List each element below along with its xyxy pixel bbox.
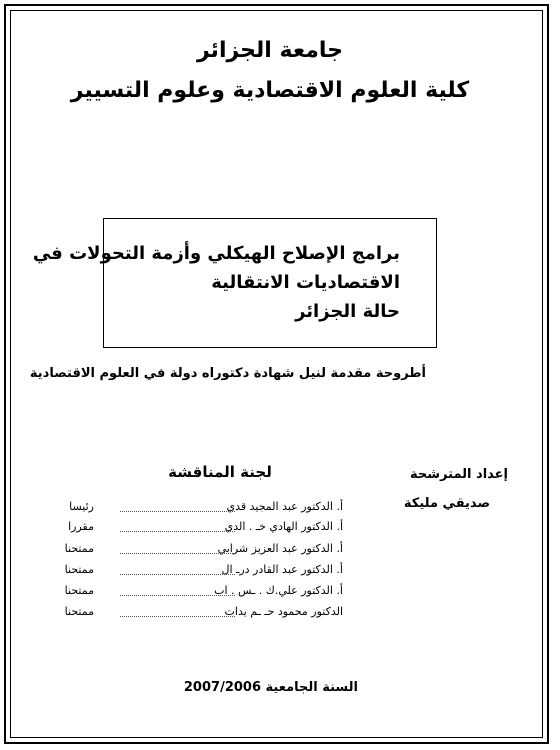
committee-member-name: أ. الدكتور علي.ك . ـس . اب — [214, 584, 343, 597]
thesis-title-line-2: الاقتصاديات الانتقالية — [211, 272, 400, 293]
faculty-name: كلية العلوم الاقتصادية وعلوم التسيير — [70, 78, 470, 103]
dotted-leader — [120, 531, 235, 532]
committee-member-name: أ. الدكتور عبد العزيز شرابي — [217, 542, 343, 555]
dotted-leader — [120, 574, 235, 575]
committee-member-role: ممتحنا — [64, 584, 94, 597]
thesis-note: أطروحة مقدمة لنيل شهادة دكتوراه دولة في العلوم الاقتصادية — [29, 366, 426, 381]
thesis-title-line-3: حالة الجزائر — [295, 301, 400, 322]
dotted-leader — [120, 616, 235, 617]
academic-year: السنة الجامعية 2007/2006 — [183, 680, 358, 695]
dotted-leader — [120, 595, 235, 596]
committee-member-role: ممتحنا — [64, 563, 94, 576]
committee-member-name: الدكتور محمود حـ ـم يدات — [224, 605, 343, 618]
committee-member-name: أ. الدكتور عبد القادر درـ ال — [221, 563, 343, 576]
committee-member-role: رئيسا — [69, 500, 94, 513]
dotted-leader — [120, 511, 235, 512]
thesis-title-box — [32, 218, 437, 348]
committee-member-name: أ. الدكتور عبد المجيد قدي — [226, 500, 343, 513]
committee-member-role: ممتحنا — [64, 542, 94, 555]
committee-member-role: ممتحنا — [64, 605, 94, 618]
candidate-name: صديقي مليكة — [403, 496, 490, 511]
committee-title: لجنة المناقشة — [168, 463, 272, 481]
prepared-by-label: إعداد المترشحة — [410, 467, 508, 482]
committee-member-name: أ. الدكتور الهادي خـ . الدي — [224, 520, 343, 533]
dotted-leader — [120, 553, 235, 554]
thesis-title-line-1: برامج الإصلاح الهيكلي وأزمة التحولات في — [32, 243, 400, 264]
committee-member-role: مقررا — [68, 520, 94, 533]
university-name: جامعة الجزائر — [197, 38, 343, 63]
